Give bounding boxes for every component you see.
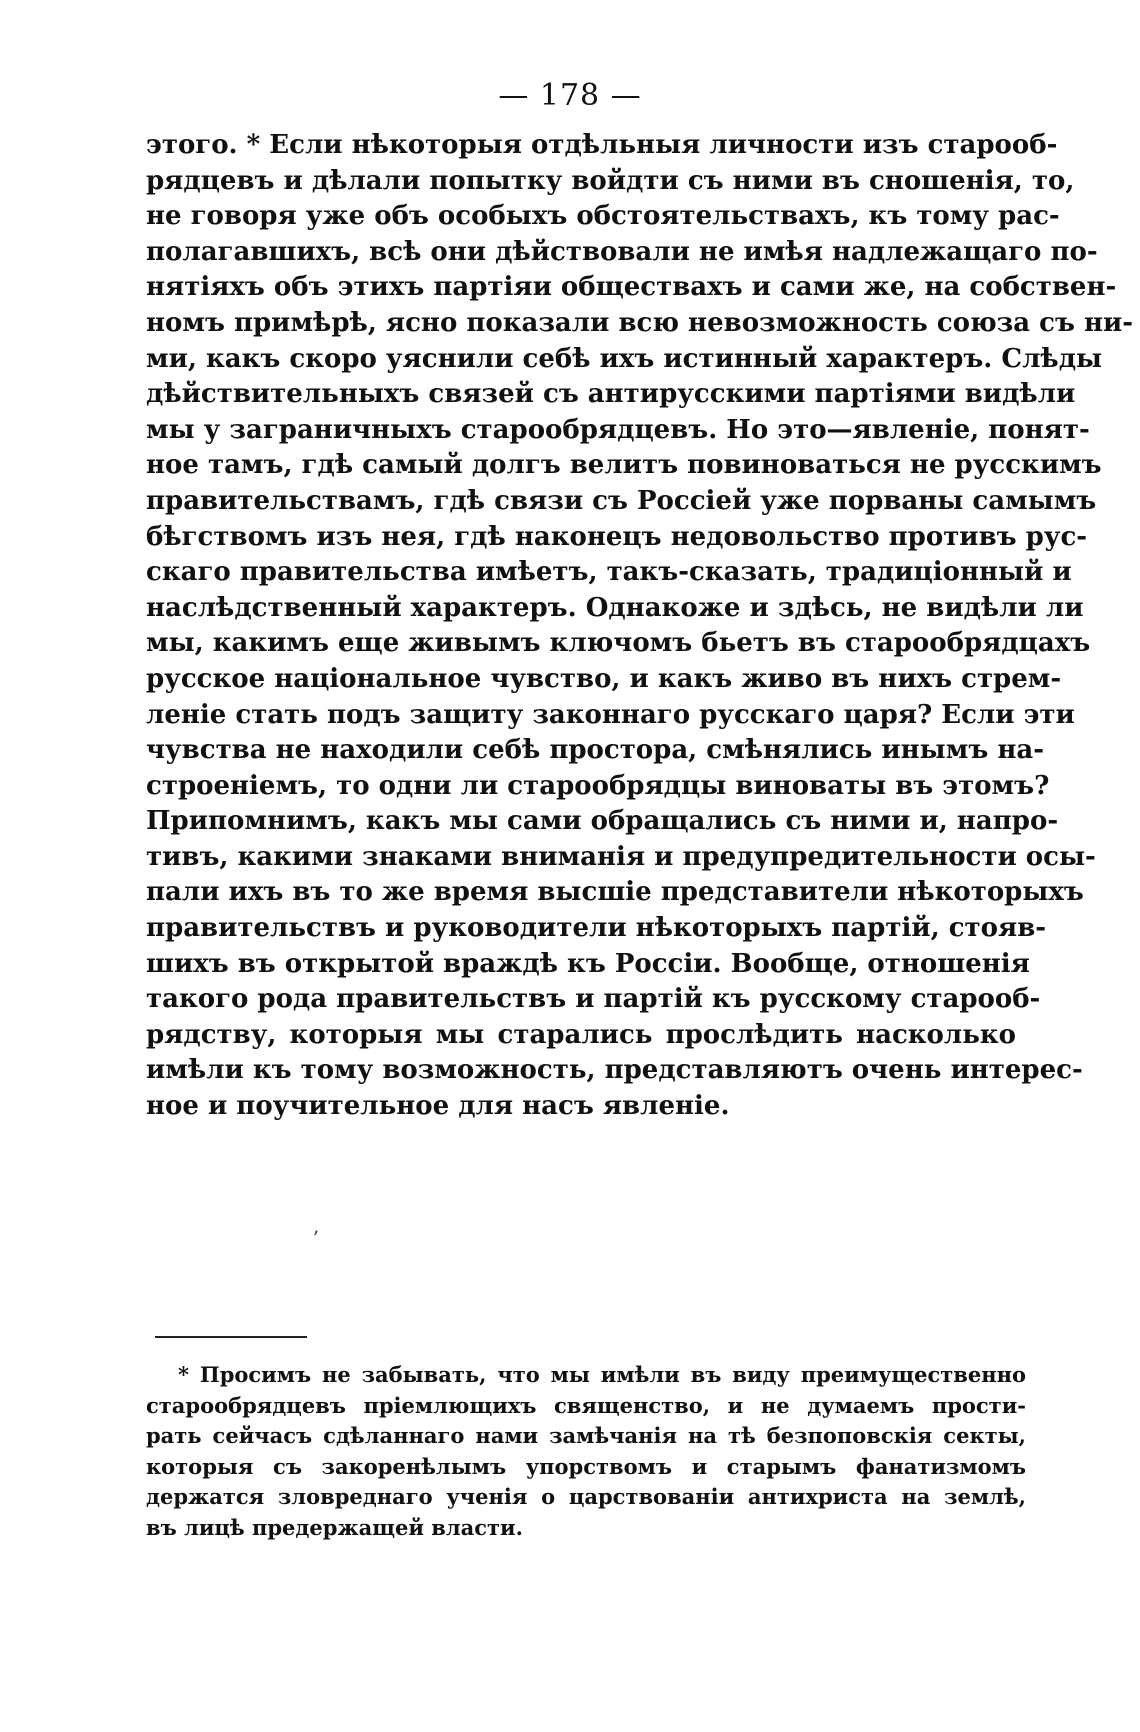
page-number: — 178 — [498, 78, 642, 113]
body-line: леніе стать подъ защиту законнаго русскаго царя? Если эти [146, 699, 1075, 730]
footnote-line: * Просимъ не забывать, что мы имѣли въ виду преимущественно [178, 1362, 1026, 1387]
body-line: шихъ въ открытой враждѣ къ Россіи. Вообще, отношенія [146, 948, 1030, 979]
body-text [146, 128, 1134, 1125]
footnote-divider [155, 1336, 307, 1338]
body-line: бѣгствомъ изъ нея, гдѣ наконецъ недовольство противъ рус- [146, 521, 1088, 552]
body-line: имѣли къ тому возможность, представляютъ очень интерес- [146, 1055, 1083, 1086]
body-line: наслѣдственный характеръ. Однакоже и здѣсь, не видѣли ли [146, 592, 1084, 623]
body-line: Припомнимъ, какъ мы сами обращались съ ними и, напро- [146, 806, 1059, 837]
body-line: скаго правительства имѣетъ, такъ-сказать, традиціонный и [146, 557, 1072, 588]
body-line: ное и поучительное для насъ явленіе. [146, 1091, 730, 1122]
body-line: правительствъ и руководители нѣкоторыхъ партій, стояв- [146, 913, 1047, 944]
body-line: номъ примѣрѣ, ясно показали всю невозможность союза съ ни- [146, 307, 1134, 338]
body-line: нятіяхъ объ этихъ партіяи обществахъ и сами же, на собствен- [146, 272, 1117, 303]
footnote [146, 1360, 1026, 1543]
body-line: пали ихъ въ то же время высшіе представители нѣкоторыхъ [146, 877, 1084, 908]
body-line: русское національное чувство, и какъ живо въ нихъ стрем- [146, 663, 1062, 694]
body-line: чувства не находили себѣ простора, смѣнялись инымъ на- [146, 735, 1044, 766]
body-line: этого. * Если нѣкоторыя отдѣльныя личности изъ старооб- [146, 130, 1058, 160]
body-line: ное тамъ, гдѣ самый долгъ велитъ повиноваться не русскимъ [146, 450, 1102, 481]
body-line: мы у заграничныхъ старообрядцевъ. Но это—явленіе, понят- [146, 414, 1090, 445]
footnote-line: рать сейчасъ сдѣланнаго нами замѣчанія на тѣ безпоповскія секты, [146, 1423, 1026, 1448]
body-line: рядцевъ и дѣлали попытку войдти съ ними въ сношенія, то, [146, 165, 1075, 196]
body-line: не говоря уже объ особыхъ обстоятельствахъ, къ тому рас- [146, 201, 1060, 232]
stray-mark: ʼ [312, 1226, 319, 1250]
body-line: рядству, которыя мы старались прослѣдить насколько [146, 1019, 1016, 1050]
body-line: строеніемъ, то одни ли старообрядцы виноваты въ этомъ? [146, 770, 1050, 801]
footnote-line: въ лицѣ предержащей власти. [146, 1514, 523, 1540]
footnote-line: старообрядцевъ пріемлющихъ священство, и не думаемъ прости- [146, 1392, 1026, 1418]
body-line: тивъ, какими знаками вниманія и предупредительности осы- [146, 841, 1096, 872]
body-line: правительствамъ, гдѣ связи съ Россіей уже порваны самымъ [146, 485, 1097, 516]
body-line: такого рода правительствъ и партій къ русскому старооб- [146, 984, 1041, 1015]
body-line: дѣйствительныхъ связей съ антирусскими партіями видѣли [146, 379, 1076, 410]
footnote-line: держатся зловреднаго ученія о царствованіи антихриста на землѣ, [146, 1484, 1026, 1509]
body-line: полагавшихъ, всѣ они дѣйствовали не имѣя надлежащаго по- [146, 236, 1098, 267]
footnote-line: которыя съ закоренѣлымъ упорствомъ и старымъ фанатизмомъ [146, 1453, 1026, 1479]
body-line: ми, какъ скоро уяснили себѣ ихъ истинный характеръ. Слѣды [146, 343, 1103, 374]
body-line: мы, какимъ еще живымъ ключомъ бьетъ въ старообрядцахъ [146, 628, 1091, 659]
